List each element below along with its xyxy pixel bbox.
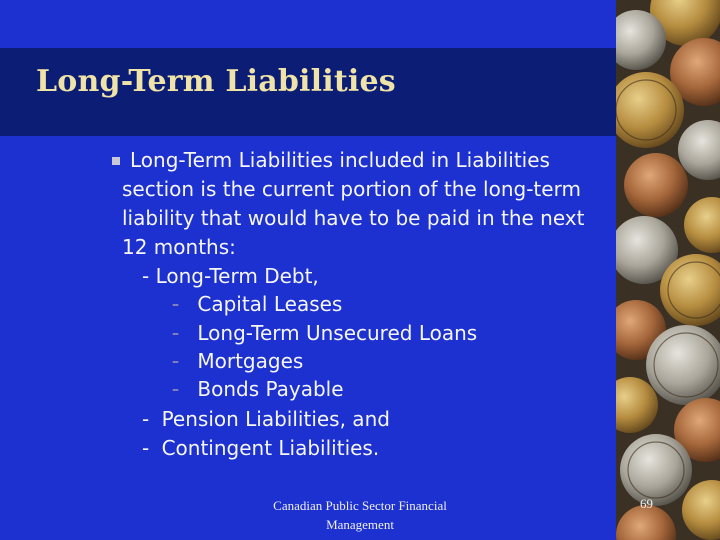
body-line-1: Long-Term Liabilities included in Liabilities <box>130 148 550 172</box>
body-line-4: 12 months: <box>122 235 236 259</box>
dash-marker: – <box>172 326 179 342</box>
list-item-level1 <box>142 434 379 463</box>
list-item-text: Contingent Liabilities. <box>161 436 380 460</box>
list-item-level2 <box>172 319 477 349</box>
list-item-level2 <box>172 347 303 377</box>
list-item-text: Capital Leases <box>197 292 343 316</box>
list-item-text: Long-Term Unsecured Loans <box>197 321 478 345</box>
footer-line-2: Management <box>326 517 394 532</box>
list-item-text: Pension Liabilities, and <box>161 407 390 431</box>
dash-marker: – <box>172 354 179 370</box>
page-number: 69 <box>640 496 653 511</box>
dash-marker: - <box>142 407 150 431</box>
dash-marker: – <box>172 382 179 398</box>
body-line-2: section is the current portion of the long-term <box>122 177 581 201</box>
list-item-text: Bonds Payable <box>197 377 344 401</box>
list-item-text: Long-Term Debt, <box>155 264 319 288</box>
body-line-3: liability that would have to be paid in the next <box>122 206 585 230</box>
list-item-level1 <box>142 262 319 291</box>
coins-image <box>616 0 720 540</box>
list-item-level2 <box>172 375 344 405</box>
list-item-text: Mortgages <box>197 349 304 373</box>
slide-title: Long-Term Liabilities <box>36 64 396 99</box>
footer-line-1: Canadian Public Sector Financial <box>273 498 447 513</box>
dash-marker: - <box>142 436 150 460</box>
bullet-square-icon <box>112 157 120 165</box>
slide-footer <box>250 496 470 534</box>
dash-marker: - <box>142 264 150 288</box>
dash-marker: – <box>172 297 179 313</box>
list-item-level2 <box>172 290 342 320</box>
list-item-level1 <box>142 405 390 434</box>
